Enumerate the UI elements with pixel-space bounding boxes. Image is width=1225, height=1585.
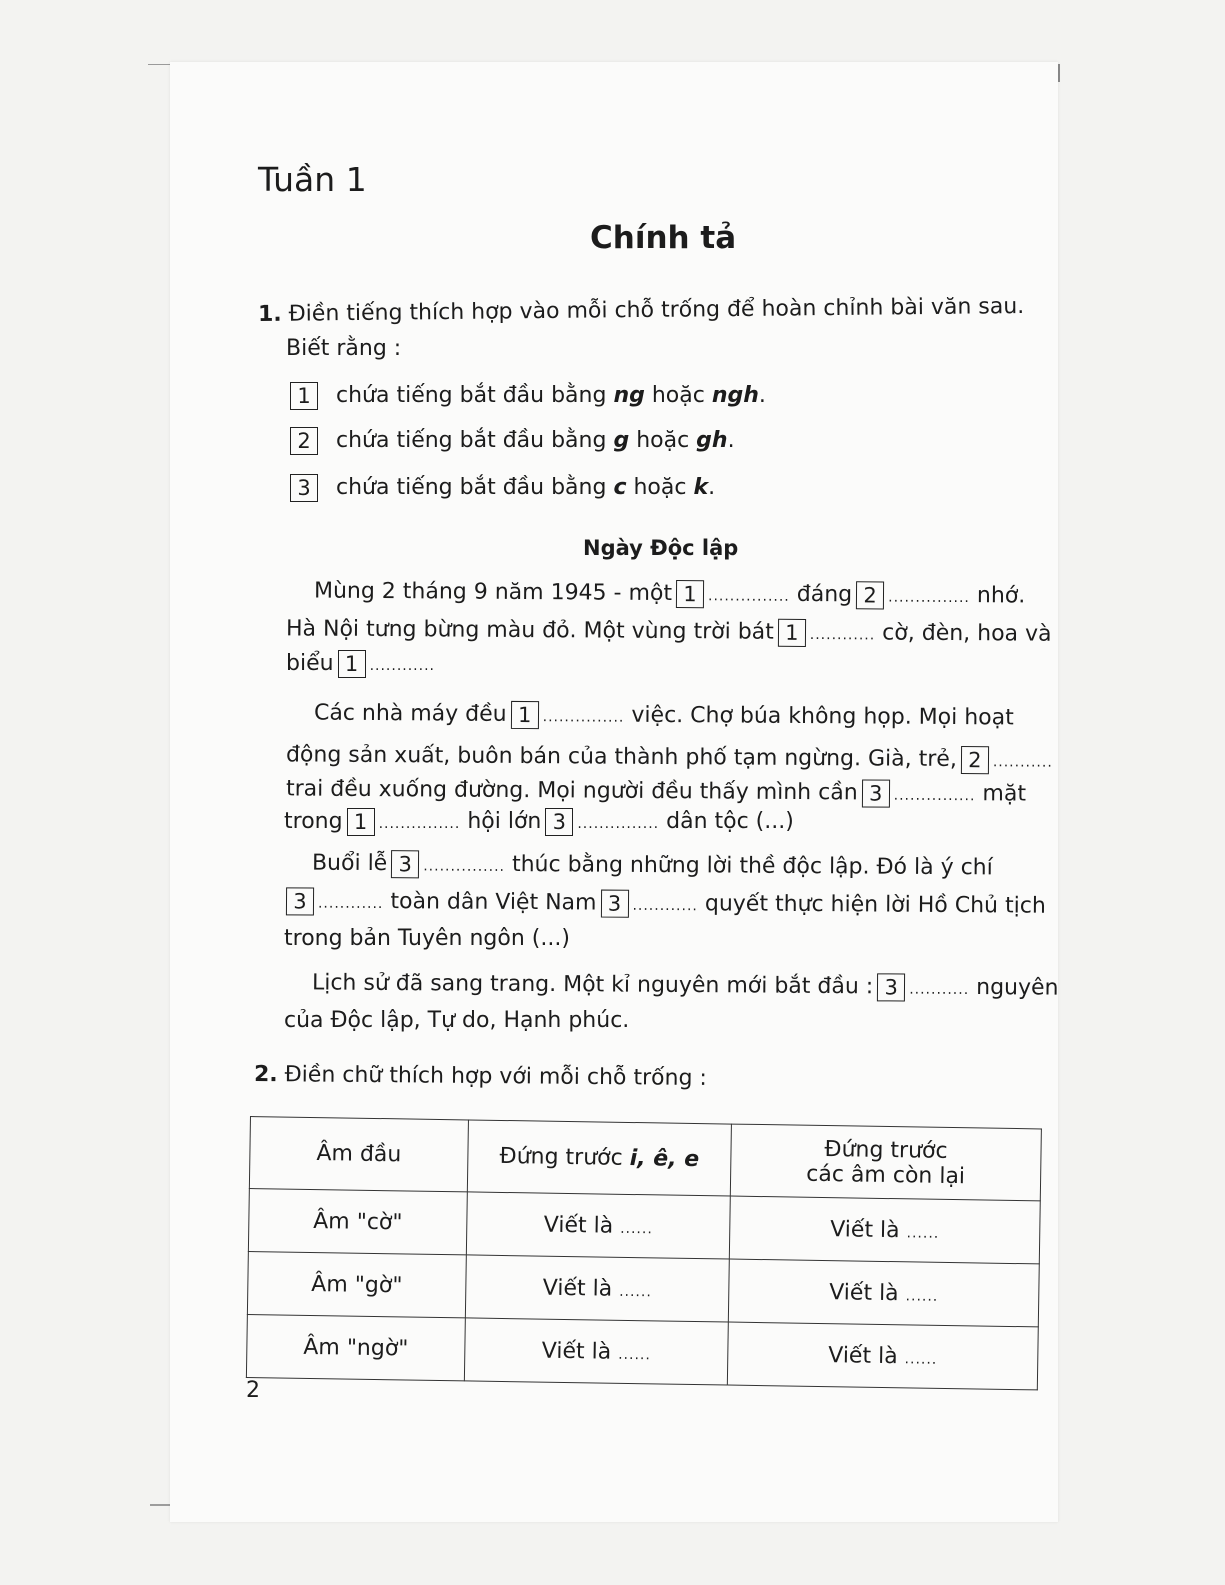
rule-line: 1 chứa tiếng bắt đầu bằng ng hoặc ngh. <box>286 382 766 410</box>
table-cell: Viết là ...... <box>729 1196 1040 1264</box>
answer-box: 1 <box>778 619 806 647</box>
story-line: trong 1 ............... hội lớn 3 ............... dân tộc (...) <box>284 809 794 834</box>
page-number: 2 <box>246 1378 260 1403</box>
answer-box: 3 <box>600 890 628 918</box>
table-row <box>246 1314 1038 1389</box>
exercise2-instruction: 2. Điền chữ thích hợp với mỗi chỗ trống : <box>253 1062 707 1091</box>
answer-box: 3 <box>391 850 419 878</box>
answer-box: 2 <box>856 581 884 609</box>
story-line: Lịch sử đã sang trang. Một kỉ nguyên mới bắt đầu : 3 ........... nguyên <box>311 970 1059 1001</box>
answer-box: 3 <box>545 808 573 836</box>
week-heading: Tuần 1 <box>258 160 367 199</box>
page-title: Chính tả <box>590 220 737 256</box>
story-line: biểu 1 ............ <box>286 651 435 676</box>
story-line: trai đều xuống đường. Mọi người đều thấy mình cần 3 ............... mặt <box>285 776 1027 807</box>
answer-box: 2 <box>290 427 318 455</box>
table-header: Đứng trước i, ê, e <box>467 1120 731 1196</box>
story-title: Ngày Độc lập <box>583 536 739 560</box>
answer-box: 1 <box>347 808 375 836</box>
table-cell: Âm "gờ" <box>247 1251 466 1317</box>
story-line: Mùng 2 tháng 9 năm 1945 - một 1 ............... đáng 2 ............... nhớ. <box>313 578 1026 609</box>
answer-box: 1 <box>290 382 318 410</box>
answer-box: 2 <box>961 746 989 774</box>
answer-box: 3 <box>286 887 314 915</box>
rule-line: 2 chứa tiếng bắt đầu bằng g hoặc gh. <box>286 427 735 455</box>
table-cell: Viết là ...... <box>465 1255 729 1322</box>
table-cell: Viết là ...... <box>466 1192 730 1259</box>
story-line: Hà Nội tưng bừng màu đỏ. Một vùng trời bát 1 ............ cờ, đèn, hoa và <box>285 616 1052 647</box>
table-cell: Âm "cờ" <box>248 1188 467 1254</box>
story-line: của Độc lập, Tự do, Hạnh phúc. <box>284 1008 630 1033</box>
table-header: Đứng trước các âm còn lại <box>730 1124 1041 1201</box>
table-header: Âm đầu <box>249 1117 468 1192</box>
answer-box: 1 <box>338 650 366 678</box>
answer-box: 3 <box>290 474 318 502</box>
answer-box: 1 <box>511 701 539 729</box>
spelling-table <box>246 1116 1042 1390</box>
table-cell: Âm "ngờ" <box>246 1314 465 1380</box>
exercise1-instruction-line2: Biết rằng : <box>286 336 402 361</box>
story-line: động sản xuất, buôn bán của thành phố tạm ngừng. Già, trẻ, 2 ........... <box>286 741 1053 774</box>
story-line: 3 ............ toàn dân Việt Nam 3 ............ quyết thực hiện lời Hồ Chủ tịch <box>282 887 1046 920</box>
table-cell: Viết là ...... <box>464 1318 728 1385</box>
answer-box: 3 <box>877 973 905 1001</box>
rule-line: 3 chứa tiếng bắt đầu bằng c hoặc k. <box>286 474 715 502</box>
table-cell: Viết là ...... <box>727 1322 1038 1390</box>
story-line: trong bản Tuyên ngôn (...) <box>284 926 570 951</box>
answer-box: 3 <box>862 779 890 807</box>
exercise1-instruction: 1. Điền tiếng thích hợp vào mỗi chỗ trống để hoàn chỉnh bài văn sau. <box>257 293 1025 328</box>
story-line: Buổi lễ 3 ............... thúc bằng những lời thề độc lập. Đó là ý chí <box>311 850 993 881</box>
table-cell: Viết là ...... <box>728 1259 1039 1327</box>
answer-box: 1 <box>676 580 704 608</box>
story-line: Các nhà máy đều 1 ............... việc. Chợ búa không họp. Mọi hoạt <box>313 700 1014 731</box>
